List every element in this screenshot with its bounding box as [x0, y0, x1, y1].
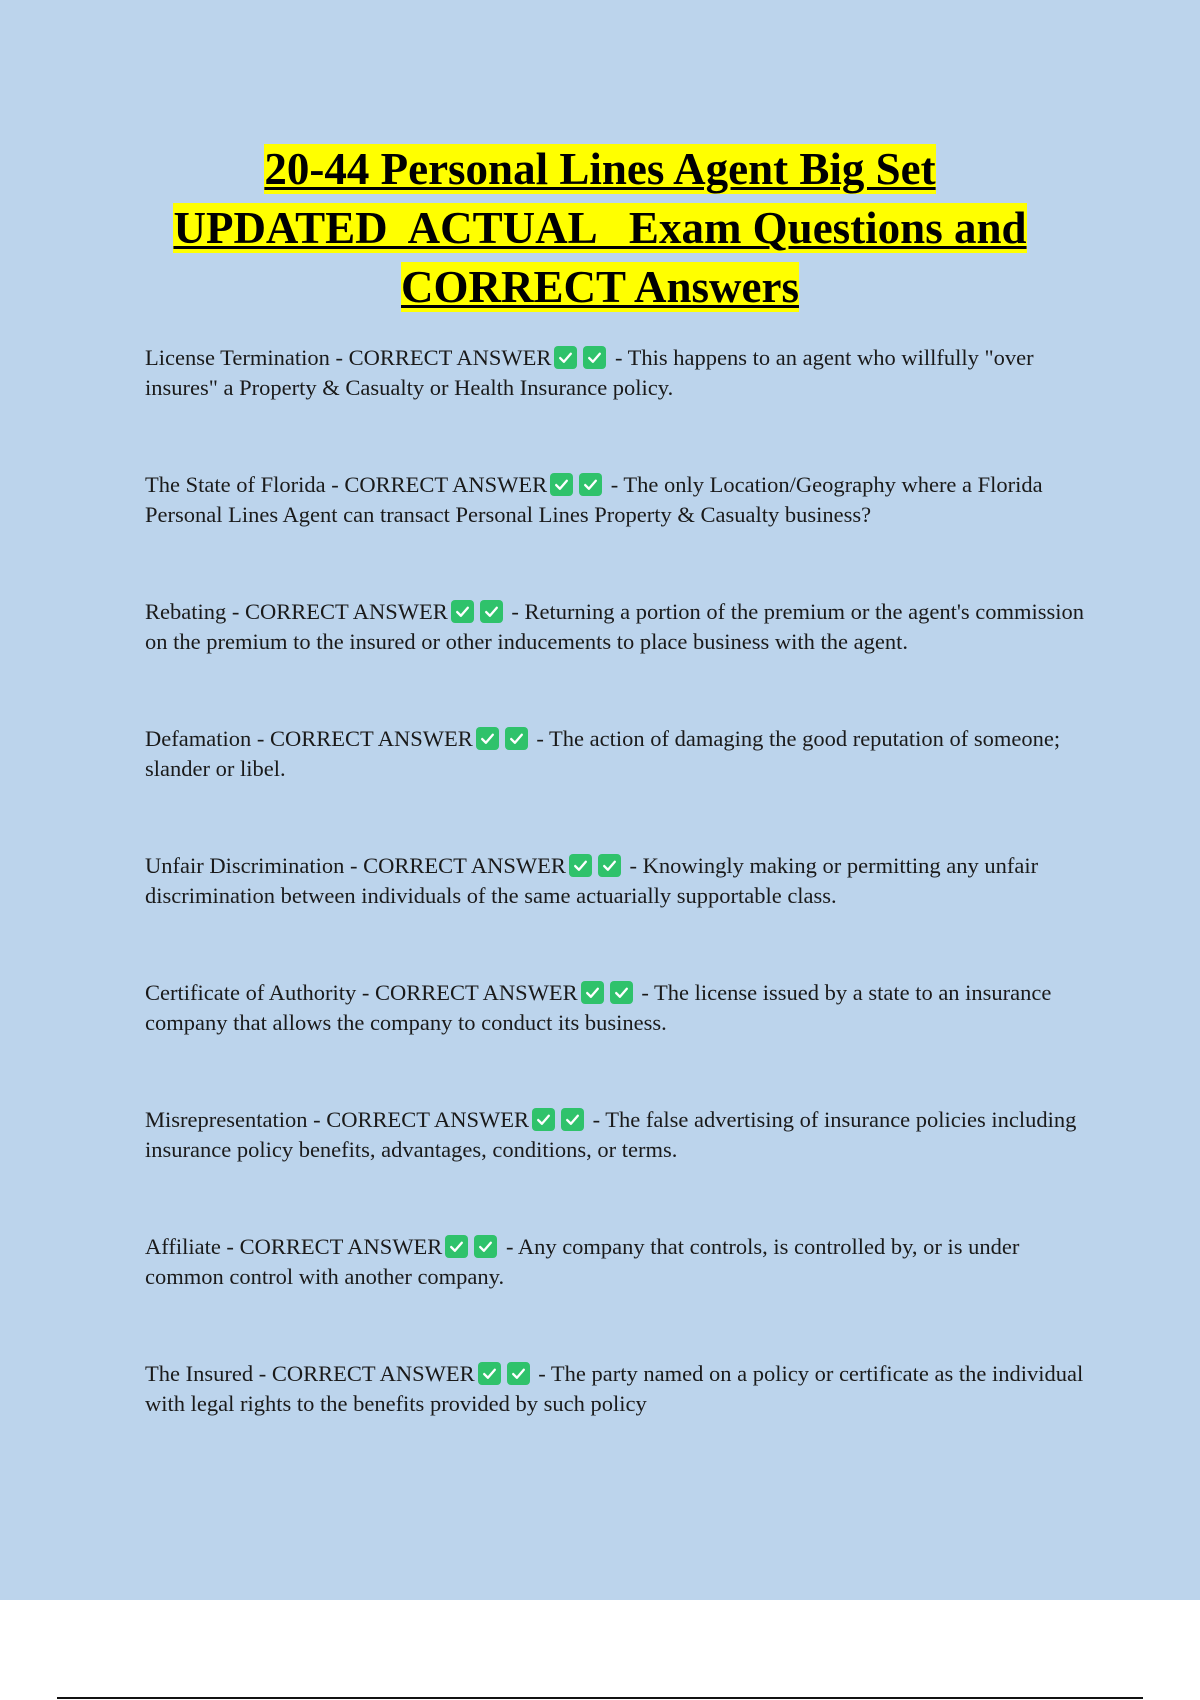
- page-title: [0, 140, 1200, 317]
- qa-definition: - Any company that controls, is controlled by, or is under common control with another company.: [145, 1234, 1020, 1289]
- qa-item: [145, 724, 1100, 851]
- check-mark-icon: [598, 854, 621, 877]
- correct-answer-label: CORRECT ANSWER: [244, 599, 448, 624]
- qa-definition: - The only Location/Geography where a Florida Personal Lines Agent can transact Personal Lines Property & Casualty business?: [145, 472, 1043, 527]
- qa-definition: - Knowingly making or permitting any unfair discrimination between individuals of the same actuarially supportable class.: [145, 853, 1039, 908]
- qa-item: [145, 470, 1100, 597]
- qa-term: The Insured -: [145, 1361, 272, 1386]
- footer-divider: [57, 1697, 1143, 1699]
- qa-definition: - The license issued by a state to an insurance company that allows the company to conduct its business.: [145, 980, 1052, 1035]
- qa-definition: - This happens to an agent who willfully "over insures" a Property & Casualty or Health Insurance policy.: [145, 345, 1034, 400]
- qa-item: [145, 597, 1100, 724]
- check-mark-icon: [445, 1235, 468, 1258]
- check-mark-icon: [610, 981, 633, 1004]
- qa-term: Misrepresentation -: [145, 1107, 327, 1132]
- qa-term: The State of Florida -: [145, 472, 345, 497]
- qa-term: Certificate of Authority -: [145, 980, 375, 1005]
- correct-answer-label: CORRECT ANSWER: [374, 980, 578, 1005]
- check-mark-icon: [581, 981, 604, 1004]
- correct-answer-label: CORRECT ANSWER: [363, 853, 566, 878]
- check-mark-icon: [550, 473, 573, 496]
- correct-answer-label: CORRECT ANSWER: [271, 1361, 475, 1386]
- qa-definition: - The action of damaging the good reputation of someone; slander or libel.: [145, 726, 1061, 781]
- correct-answer-label: CORRECT ANSWER: [344, 472, 548, 497]
- check-mark-icon: [476, 727, 499, 750]
- qa-item: [145, 1359, 1100, 1486]
- check-mark-icon: [507, 1362, 530, 1385]
- qa-definition: - The false advertising of insurance policies including insurance policy benefits, advantages, conditions, or terms.: [145, 1107, 1077, 1162]
- title-line-2: UPDATED ACTUAL Exam Questions and: [173, 203, 1027, 253]
- qa-term: Defamation -: [145, 726, 270, 751]
- qa-term: Rebating -: [145, 599, 245, 624]
- qa-item: [145, 1105, 1100, 1232]
- qa-list: [145, 343, 1100, 1486]
- check-mark-icon: [505, 727, 528, 750]
- check-mark-icon: [561, 1108, 584, 1131]
- qa-definition: - The party named on a policy or certificate as the individual with legal rights to the benefits provided by such policy: [145, 1361, 1084, 1416]
- check-mark-icon: [569, 854, 592, 877]
- correct-answer-label: CORRECT ANSWER: [269, 726, 473, 751]
- check-mark-icon: [554, 346, 577, 369]
- correct-answer-label: CORRECT ANSWER: [239, 1234, 443, 1259]
- check-mark-icon: [451, 600, 474, 623]
- title-line-3: CORRECT Answers: [401, 262, 799, 312]
- check-mark-icon: [480, 600, 503, 623]
- qa-term: Unfair Discrimination -: [145, 853, 364, 878]
- qa-item: [145, 851, 1100, 978]
- correct-answer-label: CORRECT ANSWER: [348, 345, 552, 370]
- qa-term: Affiliate -: [145, 1234, 240, 1259]
- correct-answer-label: CORRECT ANSWER: [326, 1107, 529, 1132]
- qa-item: [145, 978, 1100, 1105]
- check-mark-icon: [579, 473, 602, 496]
- check-mark-icon: [474, 1235, 497, 1258]
- qa-term: License Termination -: [145, 345, 349, 370]
- check-mark-icon: [478, 1362, 501, 1385]
- qa-definition: - Returning a portion of the premium or the agent's commission on the premium to the insured or other inducements to place business with the agent.: [145, 599, 1085, 654]
- qa-item: [145, 1232, 1100, 1359]
- title-line-1: 20-44 Personal Lines Agent Big Set: [264, 144, 936, 194]
- qa-item: [145, 343, 1100, 470]
- check-mark-icon: [583, 346, 606, 369]
- check-mark-icon: [532, 1108, 555, 1131]
